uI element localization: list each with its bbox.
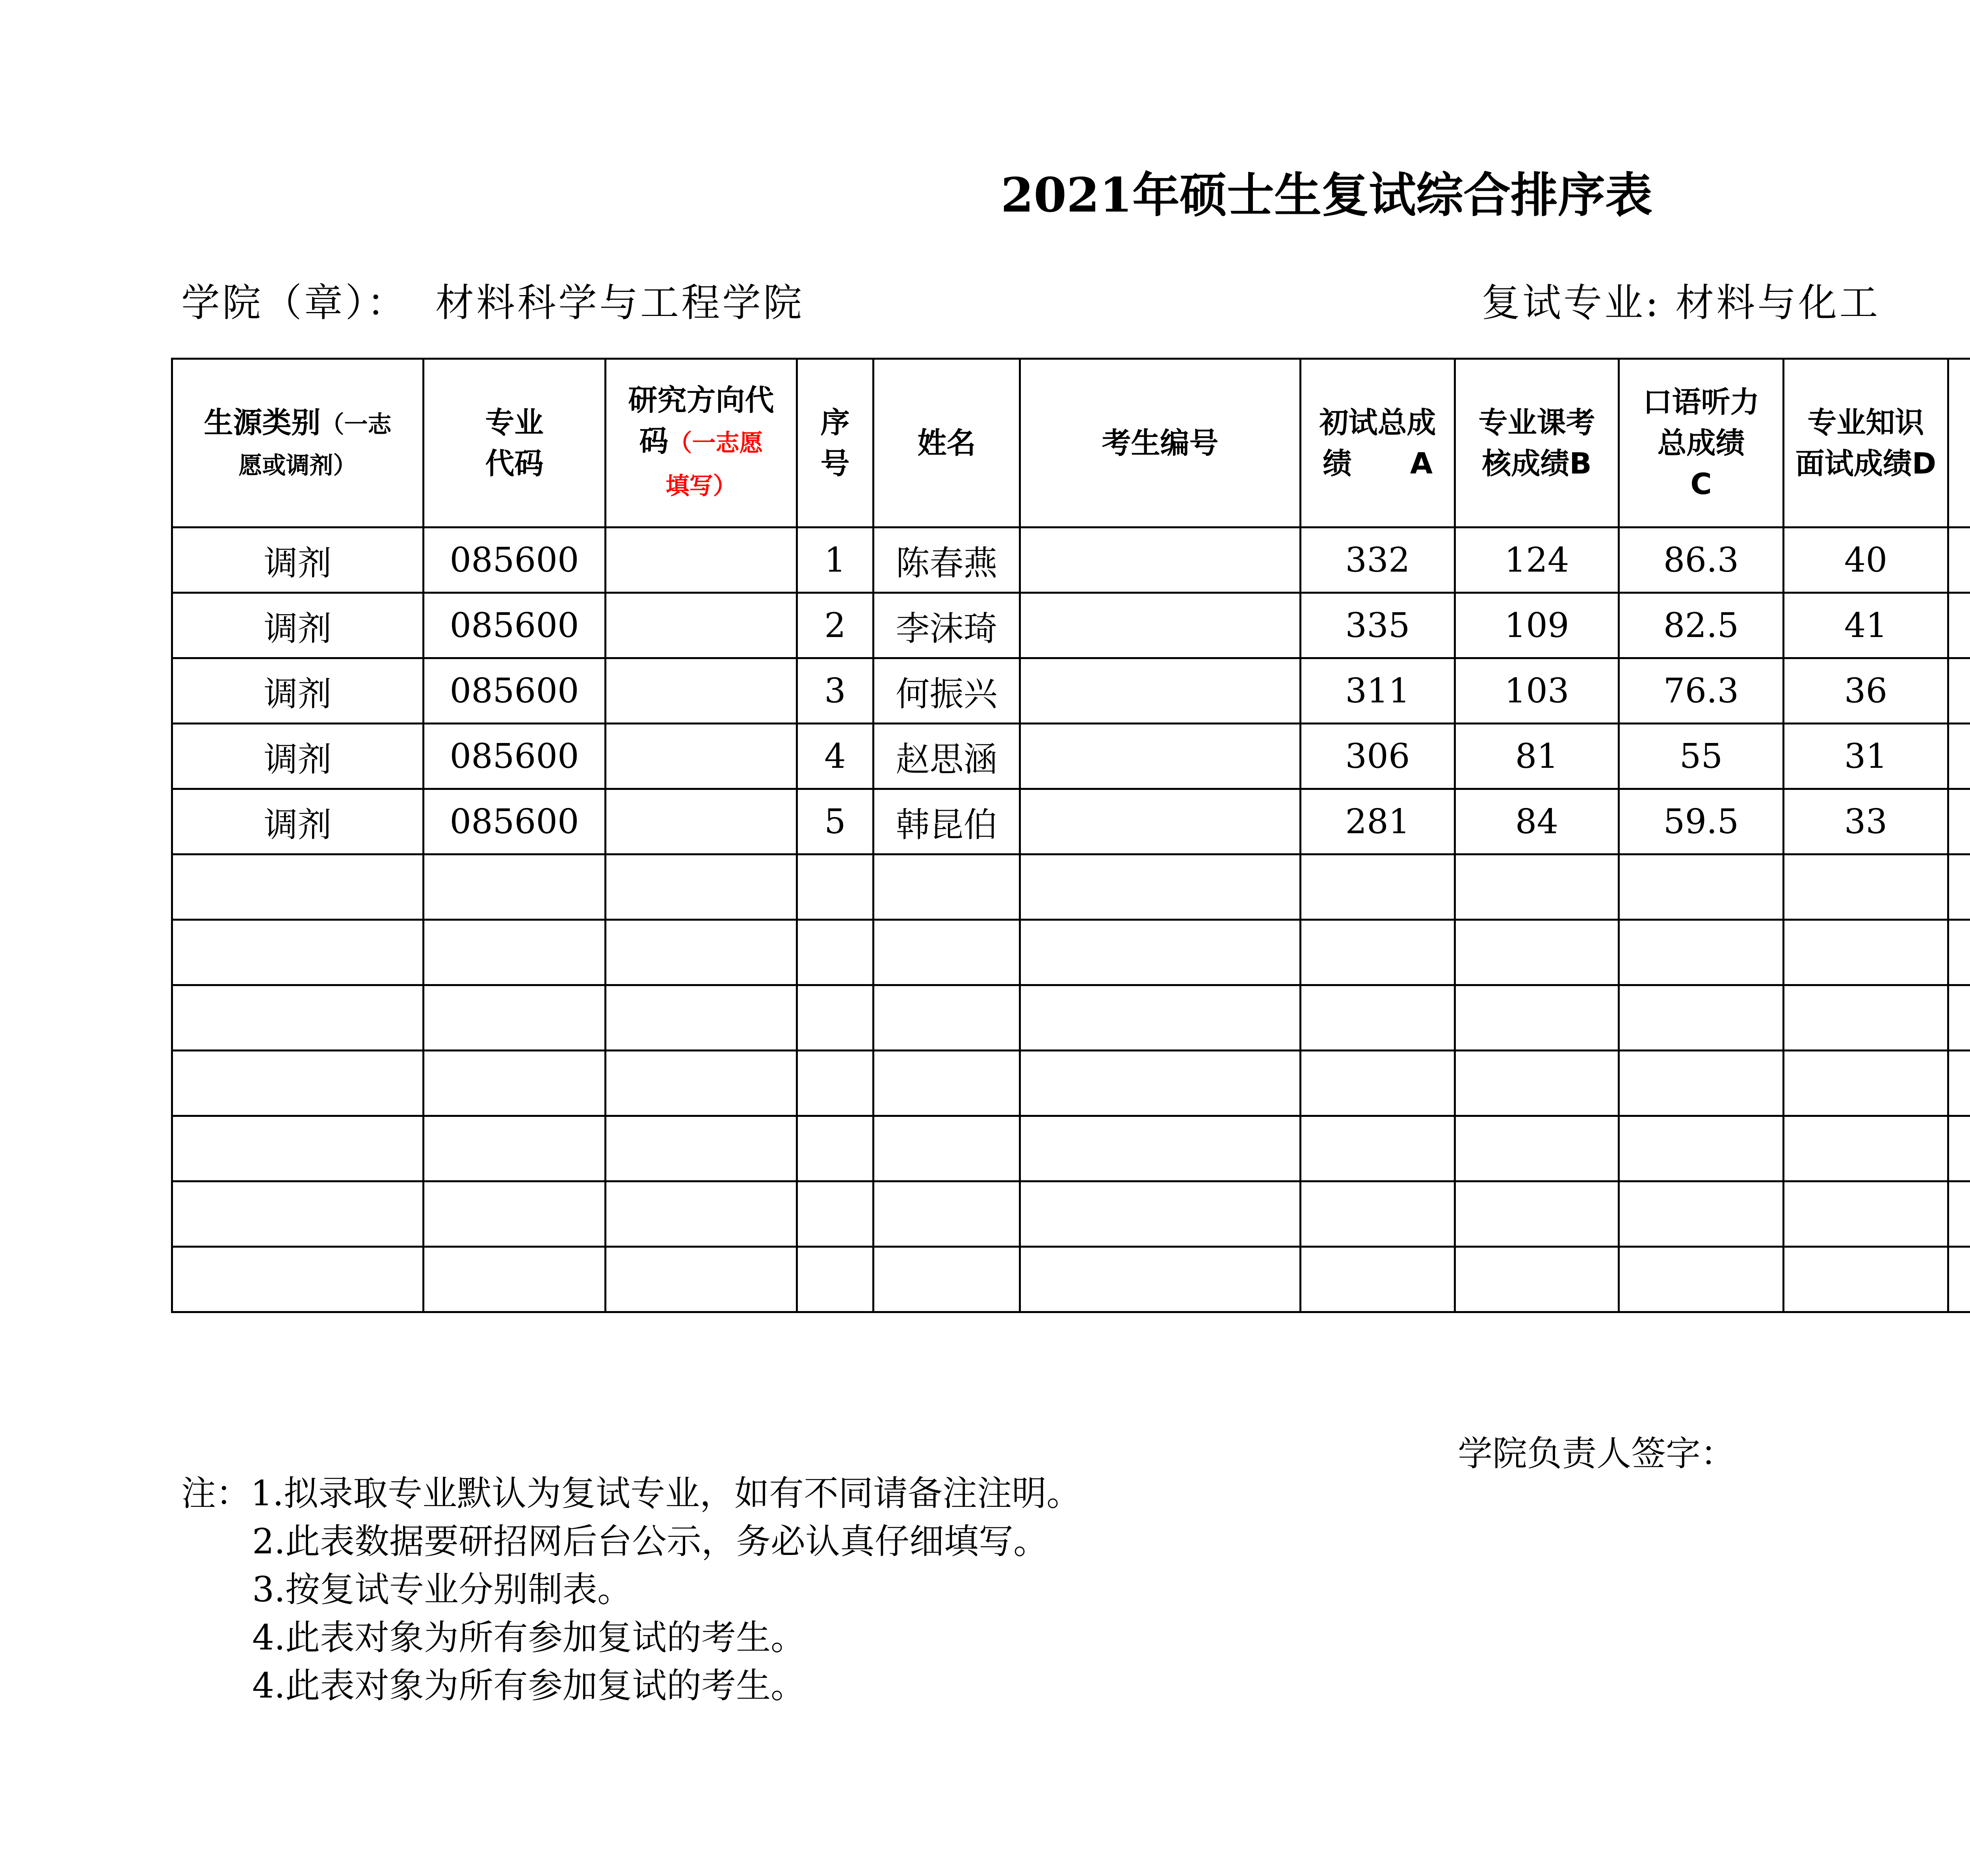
note-item: 4.此表对象为所有参加复试的考生。 [252, 1665, 805, 1706]
empty-row [172, 985, 1970, 1051]
seq-cell [797, 1116, 873, 1181]
table-row [172, 724, 1970, 789]
course-score-cell [1455, 854, 1619, 920]
source-type-cell: 调剂 [172, 593, 424, 658]
knowledge-score-cell: 33 [1784, 789, 1948, 854]
research-direction-cell [606, 1116, 797, 1181]
politics-cell [1948, 593, 1970, 658]
course-score-cell: 124 [1455, 528, 1619, 593]
note-item: 注：1.拟录取专业默认为复试专业，如有不同请备注注明。 [181, 1473, 1081, 1514]
knowledge-score-cell [1784, 1247, 1948, 1312]
course-score-cell [1455, 1247, 1619, 1312]
major-code-cell: 085600 [424, 528, 606, 593]
exam-no-cell [1020, 854, 1301, 920]
knowledge-score-cell [1784, 920, 1948, 985]
header-research-direction: 研究方向代 码（一志愿 填写） [606, 359, 797, 528]
empty-row [172, 920, 1970, 985]
exam-no-cell [1020, 528, 1301, 593]
notes [181, 1469, 1081, 1710]
course-score-cell [1455, 1116, 1619, 1181]
header-name: 姓名 [873, 359, 1020, 528]
knowledge-score-cell [1784, 1181, 1948, 1247]
page-title: 2021年硕士生复试综合排序表 [1001, 167, 1652, 223]
research-direction-cell [606, 658, 797, 724]
note-item: 4.此表对象为所有参加复试的考生。 [252, 1617, 805, 1658]
oral-score-cell [1619, 920, 1784, 985]
course-score-cell [1455, 1051, 1619, 1116]
source-type-cell [172, 1116, 424, 1181]
source-type-cell: 调剂 [172, 789, 424, 854]
note-item: 3.按复试专业分别制表。 [252, 1569, 632, 1610]
prelim-score-cell [1301, 854, 1455, 920]
exam-no-cell [1020, 1247, 1301, 1312]
politics-cell [1948, 920, 1970, 985]
research-direction-cell [606, 528, 797, 593]
knowledge-score-cell: 36 [1784, 658, 1948, 724]
course-score-cell [1455, 920, 1619, 985]
seq-cell [797, 1181, 873, 1247]
name-cell: 何振兴 [873, 658, 1020, 724]
prelim-score-cell [1301, 1116, 1455, 1181]
major-label: 复试专业: [1481, 280, 1661, 325]
empty-row [172, 1247, 1970, 1312]
oral-score-cell [1619, 854, 1784, 920]
empty-row [172, 854, 1970, 920]
seq-cell [797, 920, 873, 985]
knowledge-score-cell: 40 [1784, 528, 1948, 593]
header-source-type: 生源类别（一志 愿或调剂） [172, 359, 424, 528]
politics-cell [1948, 528, 1970, 593]
prelim-score-cell: 281 [1301, 789, 1455, 854]
name-cell: 赵思涵 [873, 724, 1020, 789]
prelim-score-cell: 335 [1301, 593, 1455, 658]
header-prelim-score: 初试总成 绩 A [1301, 359, 1455, 528]
college-line [181, 272, 804, 327]
prelim-score-cell [1301, 920, 1455, 985]
course-score-cell [1455, 1181, 1619, 1247]
politics-cell [1948, 1116, 1970, 1181]
major-code-cell: 085600 [424, 593, 606, 658]
oral-score-cell [1619, 1116, 1784, 1181]
name-cell [873, 1247, 1020, 1312]
major-code-cell [424, 854, 606, 920]
politics-cell [1948, 724, 1970, 789]
seq-cell: 5 [797, 789, 873, 854]
oral-score-cell: 59.5 [1619, 789, 1784, 854]
research-direction-cell [606, 1051, 797, 1116]
source-type-cell [172, 920, 424, 985]
major-code-cell [424, 985, 606, 1051]
politics-cell [1948, 789, 1970, 854]
source-type-cell: 调剂 [172, 658, 424, 724]
source-type-cell: 调剂 [172, 724, 424, 789]
major-code-cell: 085600 [424, 789, 606, 854]
name-cell [873, 920, 1020, 985]
politics-cell [1948, 1051, 1970, 1116]
oral-score-cell: 82.5 [1619, 593, 1784, 658]
research-direction-cell [606, 1181, 797, 1247]
politics-cell [1948, 985, 1970, 1051]
course-score-cell: 84 [1455, 789, 1619, 854]
header-politics [1948, 359, 1970, 528]
oral-score-cell [1619, 985, 1784, 1051]
politics-cell [1948, 1247, 1970, 1312]
header-seq: 序 号 [797, 359, 873, 528]
research-direction-cell [606, 593, 797, 658]
prelim-score-cell: 332 [1301, 528, 1455, 593]
table-row [172, 528, 1970, 593]
major-code-cell [424, 920, 606, 985]
politics-cell [1948, 1181, 1970, 1247]
seq-cell: 2 [797, 593, 873, 658]
ranking-table [171, 358, 1970, 1313]
exam-no-cell [1020, 1051, 1301, 1116]
table-row [172, 658, 1970, 724]
name-cell [873, 1116, 1020, 1181]
seq-cell: 3 [797, 658, 873, 724]
name-cell [873, 1181, 1020, 1247]
exam-no-cell [1020, 1181, 1301, 1247]
college-value: 材料科学与工程学院 [435, 280, 805, 325]
exam-no-cell [1020, 593, 1301, 658]
major-code-cell [424, 1181, 606, 1247]
major-code-cell: 085600 [424, 724, 606, 789]
name-cell [873, 854, 1020, 920]
source-type-cell [172, 1181, 424, 1247]
header-knowledge-score: 专业知识 面试成绩D [1784, 359, 1948, 528]
knowledge-score-cell [1784, 854, 1948, 920]
seq-cell [797, 1051, 873, 1116]
oral-score-cell [1619, 1247, 1784, 1312]
research-direction-cell [606, 920, 797, 985]
exam-no-cell [1020, 1116, 1301, 1181]
note-item: 2.此表数据要研招网后台公示，务必认真仔细填写。 [252, 1521, 1048, 1562]
table-row [172, 593, 1970, 658]
research-direction-cell [606, 789, 797, 854]
empty-row [172, 1181, 1970, 1247]
empty-row [172, 1116, 1970, 1181]
source-type-cell [172, 1051, 424, 1116]
oral-score-cell: 76.3 [1619, 658, 1784, 724]
oral-score-cell [1619, 1181, 1784, 1247]
knowledge-score-cell: 31 [1784, 724, 1948, 789]
exam-no-cell [1020, 985, 1301, 1051]
name-cell: 陈春燕 [873, 528, 1020, 593]
seq-cell: 4 [797, 724, 873, 789]
prelim-score-cell [1301, 1051, 1455, 1116]
course-score-cell [1455, 985, 1619, 1051]
prelim-score-cell [1301, 985, 1455, 1051]
research-direction-cell [606, 724, 797, 789]
seq-cell [797, 985, 873, 1051]
exam-no-cell [1020, 789, 1301, 854]
source-type-cell: 调剂 [172, 528, 424, 593]
college-label: 学院（章）： [181, 280, 408, 325]
oral-score-cell: 55 [1619, 724, 1784, 789]
oral-score-cell [1619, 1051, 1784, 1116]
prelim-score-cell [1301, 1247, 1455, 1312]
prelim-score-cell: 306 [1301, 724, 1455, 789]
name-cell [873, 985, 1020, 1051]
knowledge-score-cell [1784, 985, 1948, 1051]
prelim-score-cell: 311 [1301, 658, 1455, 724]
politics-cell [1948, 854, 1970, 920]
source-type-cell [172, 1247, 424, 1312]
major-line [1481, 272, 1880, 327]
politics-cell [1948, 658, 1970, 724]
exam-no-cell [1020, 658, 1301, 724]
research-direction-cell [606, 985, 797, 1051]
header-exam-no: 考生编号 [1020, 359, 1301, 528]
empty-row [172, 1051, 1970, 1116]
exam-no-cell [1020, 724, 1301, 789]
knowledge-score-cell [1784, 1051, 1948, 1116]
header-course-score: 专业课考 核成绩B [1455, 359, 1619, 528]
major-code-cell [424, 1051, 606, 1116]
course-score-cell: 109 [1455, 593, 1619, 658]
major-code-cell [424, 1247, 606, 1312]
name-cell: 韩昆伯 [873, 789, 1020, 854]
major-value: 材料与化工 [1675, 280, 1881, 325]
knowledge-score-cell [1784, 1116, 1948, 1181]
course-score-cell: 103 [1455, 658, 1619, 724]
source-type-cell [172, 985, 424, 1051]
header-major-code: 专业 代码 [424, 359, 606, 528]
prelim-score-cell [1301, 1181, 1455, 1247]
table-row [172, 789, 1970, 854]
seq-cell [797, 854, 873, 920]
knowledge-score-cell: 41 [1784, 593, 1948, 658]
oral-score-cell: 86.3 [1619, 528, 1784, 593]
name-cell [873, 1051, 1020, 1116]
signature-label: 学院负责人签字： [1458, 1433, 1736, 1474]
seq-cell: 1 [797, 528, 873, 593]
major-code-cell: 085600 [424, 658, 606, 724]
research-direction-cell [606, 1247, 797, 1312]
major-code-cell [424, 1116, 606, 1181]
seq-cell [797, 1247, 873, 1312]
research-direction-cell [606, 854, 797, 920]
course-score-cell: 81 [1455, 724, 1619, 789]
name-cell: 李沫琦 [873, 593, 1020, 658]
notes-prefix: 注： [181, 1473, 251, 1514]
source-type-cell [172, 854, 424, 920]
header-row [172, 359, 1970, 528]
header-oral-score: 口语听力 总成绩 C [1619, 359, 1784, 528]
exam-no-cell [1020, 920, 1301, 985]
